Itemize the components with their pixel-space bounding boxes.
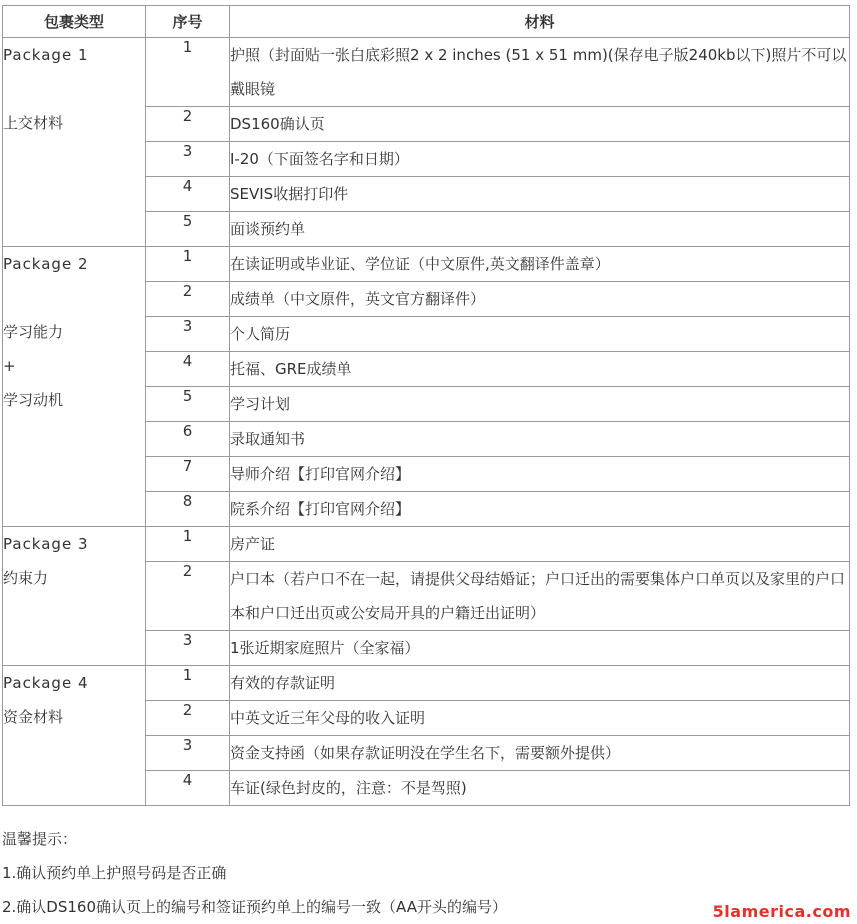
tip-item-2: 2.确认DS160确认页上的编号和签证预约单上的编号一致（AA开头的编号）	[2, 898, 507, 916]
material-cell: 中英文近三年父母的收入证明	[230, 701, 850, 736]
row-number: 2	[146, 107, 230, 142]
row-number: 8	[146, 492, 230, 527]
package-2-title: Package 2	[3, 255, 89, 273]
table-header-row	[3, 6, 850, 38]
row-number: 2	[146, 562, 230, 631]
row-number: 1	[146, 38, 230, 107]
material-cell: 护照（封面贴一张白底彩照2 x 2 inches (51 x 51 mm)(保存电子版240kb以下)照片不可以戴眼镜	[230, 38, 850, 107]
material-cell: 在读证明或毕业证、学位证（中文原件,英文翻译件盖章）	[230, 247, 850, 282]
row-number: 3	[146, 631, 230, 666]
table-row	[3, 527, 850, 562]
row-number: 1	[146, 666, 230, 701]
package-3-cell	[3, 527, 146, 666]
material-cell: 资金支持函（如果存款证明没在学生名下，需要额外提供）	[230, 736, 850, 771]
material-cell: 院系介绍【打印官网介绍】	[230, 492, 850, 527]
header-material: 材料	[230, 6, 850, 38]
package-2-label-motivation: 学习动机	[3, 391, 64, 409]
material-cell: 车证(绿色封皮的，注意：不是驾照)	[230, 771, 850, 806]
material-cell: 户口本（若户口不在一起，请提供父母结婚证；户口迁出的需要集体户口单页以及家里的户口本和户口迁出页或公安局开具的户籍迁出证明）	[230, 562, 850, 631]
material-cell: 录取通知书	[230, 422, 850, 457]
table-row	[3, 666, 850, 701]
row-number: 1	[146, 527, 230, 562]
package-2-spacer	[3, 281, 145, 315]
row-number: 6	[146, 422, 230, 457]
material-cell: 面谈预约单	[230, 212, 850, 247]
package-4-label: 资金材料	[3, 708, 64, 726]
tip-item-1: 1.确认预约单上护照号码是否正确	[2, 864, 227, 882]
material-cell: 有效的存款证明	[230, 666, 850, 701]
package-1-cell	[3, 38, 146, 247]
site-watermark: 5lamerica.com	[712, 902, 851, 921]
row-number: 5	[146, 212, 230, 247]
header-number: 序号	[146, 6, 230, 38]
row-number: 4	[146, 352, 230, 387]
material-cell: DS160确认页	[230, 107, 850, 142]
row-number: 5	[146, 387, 230, 422]
package-materials-table	[2, 5, 850, 806]
row-number: 1	[146, 247, 230, 282]
package-3-label: 约束力	[3, 569, 49, 587]
package-1-label: 上交材料	[3, 114, 64, 132]
material-cell: 成绩单（中文原件，英文官方翻译件）	[230, 282, 850, 317]
material-cell: 个人简历	[230, 317, 850, 352]
tips-title: 温馨提示：	[2, 830, 78, 848]
material-cell: 1张近期家庭照片（全家福）	[230, 631, 850, 666]
row-number: 4	[146, 771, 230, 806]
package-1-spacer	[3, 72, 145, 106]
table-row	[3, 247, 850, 282]
row-number: 3	[146, 736, 230, 771]
row-number: 3	[146, 317, 230, 352]
material-cell: 导师介绍【打印官网介绍】	[230, 457, 850, 492]
header-package-type: 包裹类型	[3, 6, 146, 38]
material-cell: 学习计划	[230, 387, 850, 422]
material-cell: 房产证	[230, 527, 850, 562]
table-row	[3, 38, 850, 107]
row-number: 2	[146, 282, 230, 317]
package-2-label-ability: 学习能力	[3, 323, 64, 341]
row-number: 4	[146, 177, 230, 212]
package-1-title: Package 1	[3, 46, 89, 64]
material-cell: 托福、GRE成绩单	[230, 352, 850, 387]
package-4-title: Package 4	[3, 674, 89, 692]
material-cell: I-20（下面签名字和日期）	[230, 142, 850, 177]
package-2-cell	[3, 247, 146, 527]
row-number: 7	[146, 457, 230, 492]
package-4-cell	[3, 666, 146, 806]
package-3-title: Package 3	[3, 535, 89, 553]
row-number: 3	[146, 142, 230, 177]
row-number: 2	[146, 701, 230, 736]
material-cell: SEVIS收据打印件	[230, 177, 850, 212]
package-2-plus: +	[3, 357, 16, 375]
